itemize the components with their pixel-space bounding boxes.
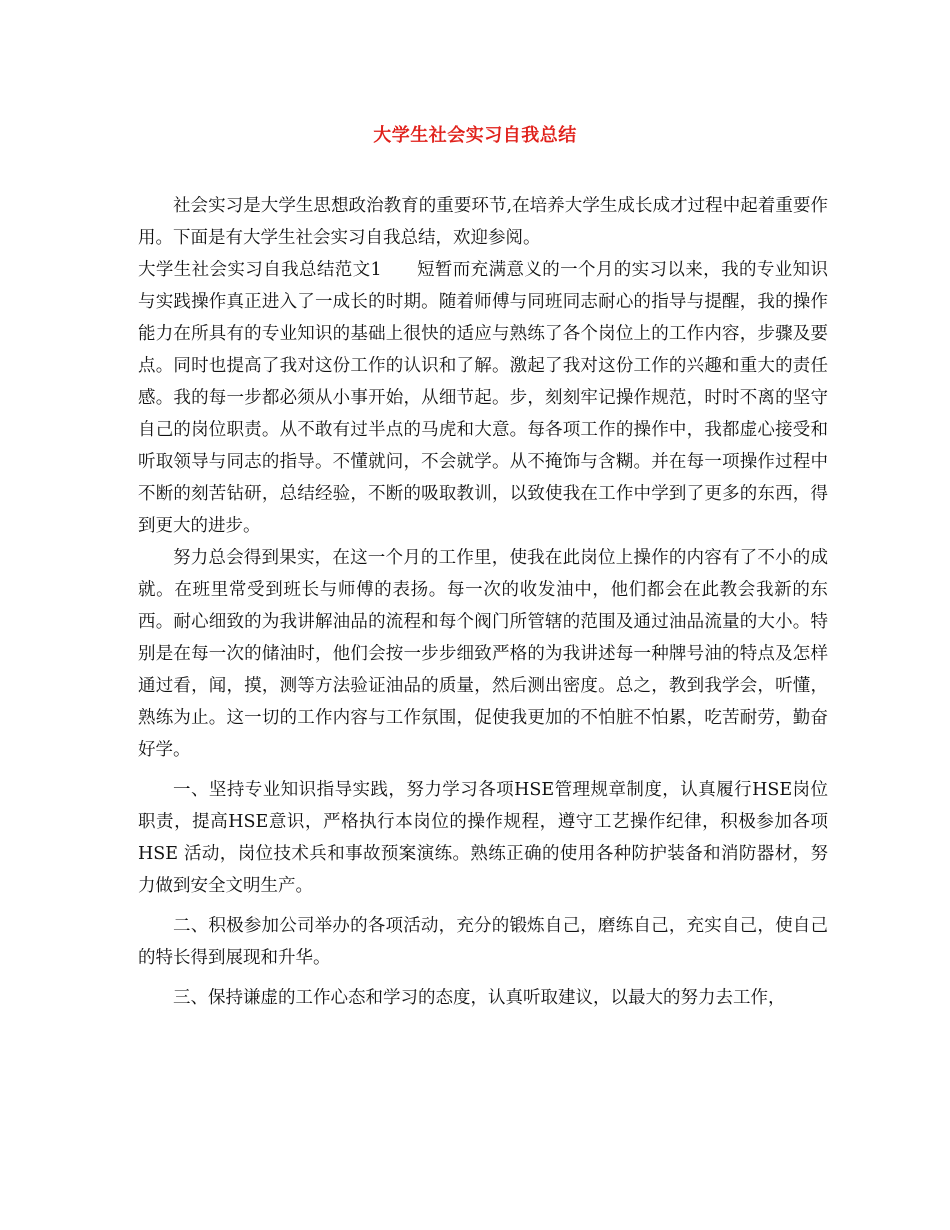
sample-paragraph [138,254,828,542]
sample-text: 短暂而充满意义的一个月的实习以来，我的专业知识与实践操作真正进入了一成长的时期。随着师傅与同班同志耐心的指导与提醒，我的操作能力在所具有的专业知识的基础上很快的适应与熟练了各个岗位上的工作内容，步骤及要点。同时也提高了我对这份工作的认识和了解。激起了我对这份工作的兴趣和重大的责任感。我的每一步都必须从小事开始，从细节起。步，刻刻牢记操作规范，时时不离的坚守自己的岗位职责。从不敢有过半点的马虎和大意。每各项工作的操作中，我都虚心接受和听取领导与同志的指导。不懂就问，不会就学。从不掩饰与含糊。并在每一项操作过程中不断的刻苦钻研，总结经验，不断的吸取教训，以致使我在工作中学到了更多的东西，得到更大的进步。 [138,260,828,536]
point-1-paragraph: 一、坚持专业知识指导实践，努力学习各项HSE管理规章制度，认真履行HSE岗位职责，提高HSE意识，严格执行本岗位的操作规程，遵守工艺操作纪律，积极参加各项HSE 活动，岗位技术兵和事故预案演练。熟练正确的使用各种防护装备和消防器材，努力做到安全文明生产。 [138,780,828,896]
sample-heading: 大学生社会实习自我总结范文1 [138,260,382,280]
intro-paragraph: 社会实习是大学生思想政治教育的重要环节,在培养大学生成长成才过程中起着重要作用。下面是有大学生社会实习自我总结，欢迎参阅。 [138,196,828,248]
point-2-paragraph: 二、积极参加公司举办的各项活动，充分的锻炼自己，磨练自己，充实自己，使自己的特长得到展现和升华。 [138,916,828,968]
document-body [138,190,828,1014]
point-3-paragraph: 三、保持谦虚的工作心态和学习的态度，认真听取建议，以最大的努力去工作， [173,988,786,1008]
document-title: 大学生社会实习自我总结 [373,125,577,146]
effort-paragraph: 努力总会得到果实，在这一个月的工作里，使我在此岗位上操作的内容有了不小的成就。在班里常受到班长与师傅的表扬。每一次的收发油中，他们都会在此教会我新的东西。耐心细致的为我讲解油品的流程和每个阀门所管辖的范围及通过油品流量的大小。特别是在每一次的储油时，他们会按一步步细致严格的为我讲述每一种牌号油的特点及怎样通过看，闻，摸，测等方法验证油品的质量，然后测出密度。总之，教到我学会，听懂，熟练为止。这一切的工作内容与工作氛围，促使我更加的不怕脏不怕累，吃苦耐劳，勤奋好学。 [138,548,828,760]
